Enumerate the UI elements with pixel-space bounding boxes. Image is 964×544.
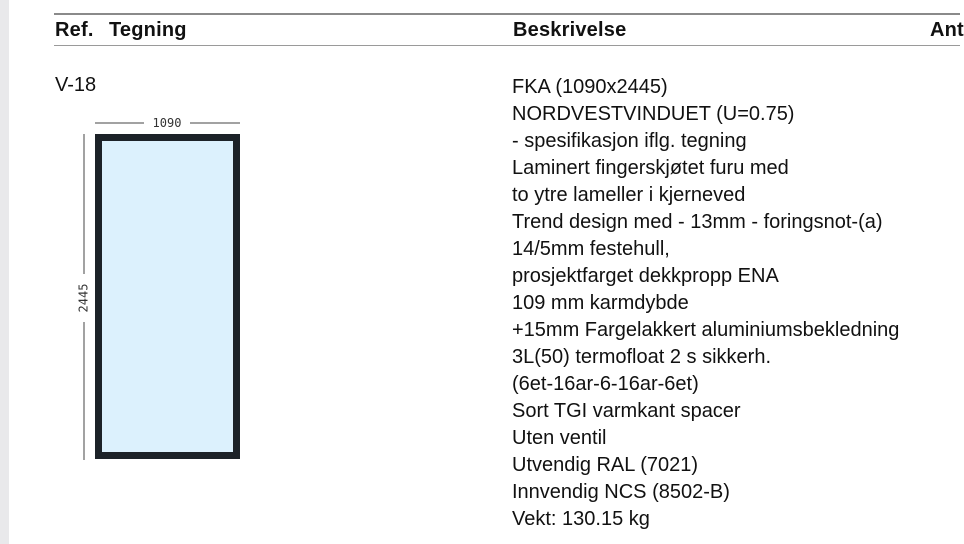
left-page-edge [0,0,9,544]
window-drawing [70,108,250,468]
description-line: 3L(50) termofloat 2 s sikkerh. [512,346,771,368]
table-top-rule [54,13,960,15]
description-line: (6et-16ar-6-16ar-6et) [512,373,699,395]
description-line: Trend design med - 13mm - foringsnot-(a) [512,211,883,233]
description-line: Vekt: 130.15 kg [512,508,650,530]
description-line: Innvendig NCS (8502-B) [512,481,730,503]
header-rule [54,45,960,46]
width-dimension-label: 1090 [152,116,182,130]
column-header-ref: Ref. [55,19,94,41]
description-line: Laminert fingerskjøtet furu med [512,157,789,179]
description-line: FKA (1090x2445) [512,76,668,98]
description-line: 14/5mm festehull, [512,238,670,260]
description-line: to ytre lameller i kjerneved [512,184,746,206]
description-line: Sort TGI varmkant spacer [512,400,741,422]
column-header-quantity: Ant [930,19,964,41]
description-line: - spesifikasjon iflg. tegning [512,130,747,152]
description-line: prosjektfarget dekkpropp ENA [512,265,779,287]
height-dimension-label: 2445 [76,283,91,313]
window-frame [99,138,237,456]
description-line: +15mm Fargelakkert aluminiumsbekledning [512,319,900,341]
description-line: 109 mm karmdybde [512,292,689,314]
description-list [512,74,899,533]
description-line: Utvendig RAL (7021) [512,454,699,476]
column-header-drawing: Tegning [109,19,187,41]
item-ref: V-18 [55,74,97,96]
description-line: NORDVESTVINDUET (U=0.75) [512,103,795,125]
column-header-description: Beskrivelse [513,19,627,41]
description-line: Uten ventil [512,427,607,449]
